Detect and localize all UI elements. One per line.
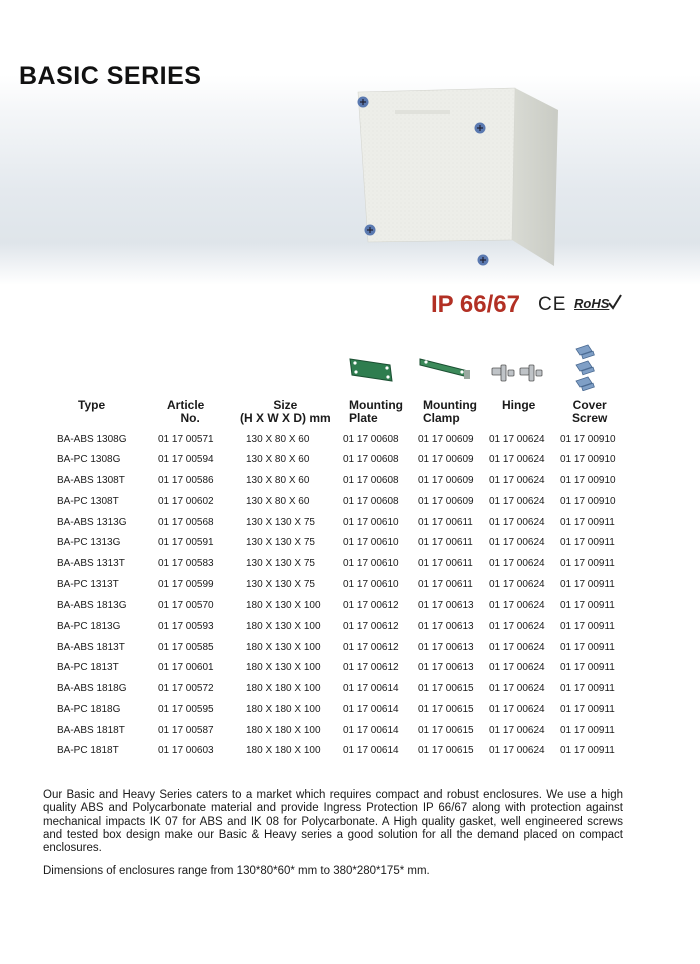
cell-hinge: 01 17 00624 [489, 745, 545, 756]
cell-mounting-plate: 01 17 00612 [343, 600, 399, 611]
cell-article: 01 17 00591 [158, 537, 214, 548]
cell-mounting-plate: 01 17 00610 [343, 579, 399, 590]
cell-hinge: 01 17 00624 [489, 558, 545, 569]
cell-mounting-clamp: 01 17 00613 [418, 642, 474, 653]
cell-mounting-plate: 01 17 00610 [343, 517, 399, 528]
mounting-plate-icon [346, 355, 396, 385]
cell-mounting-plate: 01 17 00610 [343, 537, 399, 548]
cell-article: 01 17 00601 [158, 662, 214, 673]
cell-hinge: 01 17 00624 [489, 475, 545, 486]
table-row [0, 537, 700, 551]
cell-hinge: 01 17 00624 [489, 496, 545, 507]
cell-mounting-clamp: 01 17 00613 [418, 600, 474, 611]
cell-mounting-clamp: 01 17 00615 [418, 704, 474, 715]
cell-mounting-plate: 01 17 00608 [343, 434, 399, 445]
table-row [0, 558, 700, 572]
cell-hinge: 01 17 00624 [489, 725, 545, 736]
col-header-article: Article No. [167, 398, 205, 425]
mounting-clamp-icon [418, 353, 472, 383]
rohs-mark: RoHS [574, 296, 610, 311]
cell-type: BA-ABS 1308T [57, 475, 125, 486]
cell-mounting-plate: 01 17 00608 [343, 475, 399, 486]
cell-hinge: 01 17 00624 [489, 579, 545, 590]
cell-cover-screw: 01 17 00911 [560, 579, 615, 590]
cell-cover-screw: 01 17 00910 [560, 496, 616, 507]
cell-size: 130 X 130 X 75 [246, 579, 315, 590]
cell-type: BA-ABS 1818T [57, 725, 125, 736]
cell-article: 01 17 00587 [158, 725, 214, 736]
table-row [0, 725, 700, 739]
cell-hinge: 01 17 00624 [489, 621, 545, 632]
col-header-size: Size (H X W X D) mm [240, 398, 331, 425]
cell-mounting-clamp: 01 17 00609 [418, 454, 474, 465]
cell-cover-screw: 01 17 00911 [560, 704, 615, 715]
cell-hinge: 01 17 00624 [489, 683, 545, 694]
ip-rating: IP 66/67 [431, 291, 520, 318]
cell-cover-screw: 01 17 00910 [560, 475, 616, 486]
cell-type: BA-PC 1818T [57, 745, 119, 756]
cell-mounting-plate: 01 17 00614 [343, 683, 399, 694]
cell-size: 180 X 180 X 100 [246, 704, 321, 715]
cell-type: BA-PC 1818G [57, 704, 121, 715]
table-row [0, 454, 700, 468]
cell-article: 01 17 00571 [158, 434, 214, 445]
cell-cover-screw: 01 17 00911 [560, 558, 615, 569]
cell-mounting-clamp: 01 17 00615 [418, 745, 474, 756]
cell-mounting-clamp: 01 17 00613 [418, 662, 474, 673]
cell-cover-screw: 01 17 00911 [560, 642, 615, 653]
cell-hinge: 01 17 00624 [489, 662, 545, 673]
cover-screw-icon [570, 343, 602, 391]
cell-hinge: 01 17 00624 [489, 600, 545, 611]
cell-mounting-clamp: 01 17 00611 [418, 517, 473, 528]
cell-mounting-clamp: 01 17 00611 [418, 537, 473, 548]
cell-mounting-clamp: 01 17 00611 [418, 558, 473, 569]
cell-cover-screw: 01 17 00911 [560, 725, 615, 736]
col-header-mounting-plate: Mounting Plate [349, 398, 403, 425]
cell-hinge: 01 17 00624 [489, 704, 545, 715]
cell-size: 130 X 80 X 60 [246, 434, 310, 445]
cell-mounting-clamp: 01 17 00615 [418, 725, 474, 736]
cell-article: 01 17 00593 [158, 621, 214, 632]
col-header-hinge: Hinge [502, 398, 536, 412]
ce-mark: CE [538, 294, 567, 315]
cell-article: 01 17 00594 [158, 454, 214, 465]
cell-cover-screw: 01 17 00910 [560, 434, 616, 445]
col-header-cover-screw: Cover Screw [572, 398, 608, 425]
cell-size: 180 X 130 X 100 [246, 621, 321, 632]
cell-hinge: 01 17 00624 [489, 454, 545, 465]
description-paragraph: Our Basic and Heavy Series caters to a market which requires compact and robust enclosures. We use a high quality ABS and Polycarbonate material and provide Ingress Protection IP 66/67 along with protection against mechanical impacts IK 07 for ABS and IK 08 for Polycarbonate. A High quality gasket, well engineered screws and tested box design make our Basic & Heavy series a good solution for all the demand placed on compact enclosures. [43, 789, 623, 855]
cell-size: 130 X 130 X 75 [246, 517, 315, 528]
cell-mounting-plate: 01 17 00608 [343, 496, 399, 507]
cell-type: BA-PC 1313G [57, 537, 121, 548]
cell-cover-screw: 01 17 00911 [560, 537, 615, 548]
table-row [0, 642, 700, 656]
cell-type: BA-ABS 1813T [57, 642, 125, 653]
table-row [0, 683, 700, 697]
cell-mounting-plate: 01 17 00614 [343, 704, 399, 715]
cell-type: BA-PC 1308T [57, 496, 119, 507]
cell-hinge: 01 17 00624 [489, 517, 545, 528]
cell-type: BA-ABS 1813G [57, 600, 127, 611]
cell-mounting-plate: 01 17 00612 [343, 621, 399, 632]
cell-cover-screw: 01 17 00911 [560, 662, 615, 673]
hinge-icon [490, 362, 548, 386]
col-header-type: Type [78, 398, 106, 412]
cell-size: 130 X 130 X 75 [246, 537, 315, 548]
cell-mounting-clamp: 01 17 00609 [418, 496, 474, 507]
cell-cover-screw: 01 17 00911 [560, 600, 615, 611]
cell-mounting-plate: 01 17 00612 [343, 662, 399, 673]
cell-size: 130 X 80 X 60 [246, 454, 310, 465]
cell-size: 180 X 180 X 100 [246, 745, 321, 756]
cell-size: 130 X 80 X 60 [246, 475, 310, 486]
cell-mounting-clamp: 01 17 00609 [418, 475, 474, 486]
cell-hinge: 01 17 00624 [489, 434, 545, 445]
table-row [0, 475, 700, 489]
enclosure-photo [340, 70, 570, 270]
cell-cover-screw: 01 17 00911 [560, 621, 615, 632]
cell-size: 180 X 180 X 100 [246, 683, 321, 694]
cell-mounting-clamp: 01 17 00615 [418, 683, 474, 694]
cell-mounting-plate: 01 17 00608 [343, 454, 399, 465]
cell-size: 180 X 180 X 100 [246, 725, 321, 736]
cell-article: 01 17 00602 [158, 496, 214, 507]
cell-type: BA-ABS 1313T [57, 558, 125, 569]
table-row [0, 704, 700, 718]
table-row [0, 517, 700, 531]
cell-cover-screw: 01 17 00911 [560, 745, 615, 756]
table-row [0, 621, 700, 635]
table-row [0, 434, 700, 448]
cell-type: BA-PC 1308G [57, 454, 121, 465]
cell-type: BA-ABS 1818G [57, 683, 127, 694]
cell-article: 01 17 00570 [158, 600, 214, 611]
cell-article: 01 17 00568 [158, 517, 214, 528]
dimensions-note: Dimensions of enclosures range from 130*80*60* mm to 380*280*175* mm. [43, 865, 430, 877]
cell-type: BA-ABS 1308G [57, 434, 127, 445]
cell-mounting-plate: 01 17 00612 [343, 642, 399, 653]
cell-type: BA-ABS 1313G [57, 517, 127, 528]
cell-type: BA-PC 1813G [57, 621, 121, 632]
cell-cover-screw: 01 17 00911 [560, 683, 615, 694]
col-header-mounting-clamp: Mounting Clamp [423, 398, 477, 425]
cell-article: 01 17 00583 [158, 558, 214, 569]
cell-type: BA-PC 1813T [57, 662, 119, 673]
cell-article: 01 17 00595 [158, 704, 214, 715]
cell-article: 01 17 00572 [158, 683, 214, 694]
cell-cover-screw: 01 17 00910 [560, 454, 616, 465]
cell-article: 01 17 00586 [158, 475, 214, 486]
cell-mounting-clamp: 01 17 00611 [418, 579, 473, 590]
cell-mounting-plate: 01 17 00610 [343, 558, 399, 569]
table-row [0, 579, 700, 593]
cell-cover-screw: 01 17 00911 [560, 517, 615, 528]
cell-size: 180 X 130 X 100 [246, 642, 321, 653]
table-row [0, 496, 700, 510]
table-row [0, 600, 700, 614]
rohs-check-icon [607, 293, 623, 311]
cell-type: BA-PC 1313T [57, 579, 119, 590]
table-row [0, 745, 700, 759]
cell-size: 180 X 130 X 100 [246, 600, 321, 611]
cell-article: 01 17 00603 [158, 745, 214, 756]
cell-mounting-plate: 01 17 00614 [343, 745, 399, 756]
cell-size: 130 X 130 X 75 [246, 558, 315, 569]
cell-size: 130 X 80 X 60 [246, 496, 310, 507]
cell-hinge: 01 17 00624 [489, 537, 545, 548]
cell-article: 01 17 00599 [158, 579, 214, 590]
table-row [0, 662, 700, 676]
cell-mounting-clamp: 01 17 00609 [418, 434, 474, 445]
cell-mounting-plate: 01 17 00614 [343, 725, 399, 736]
cell-size: 180 X 130 X 100 [246, 662, 321, 673]
cell-mounting-clamp: 01 17 00613 [418, 621, 474, 632]
cell-hinge: 01 17 00624 [489, 642, 545, 653]
cell-article: 01 17 00585 [158, 642, 214, 653]
page-title: BASIC SERIES [19, 62, 202, 90]
